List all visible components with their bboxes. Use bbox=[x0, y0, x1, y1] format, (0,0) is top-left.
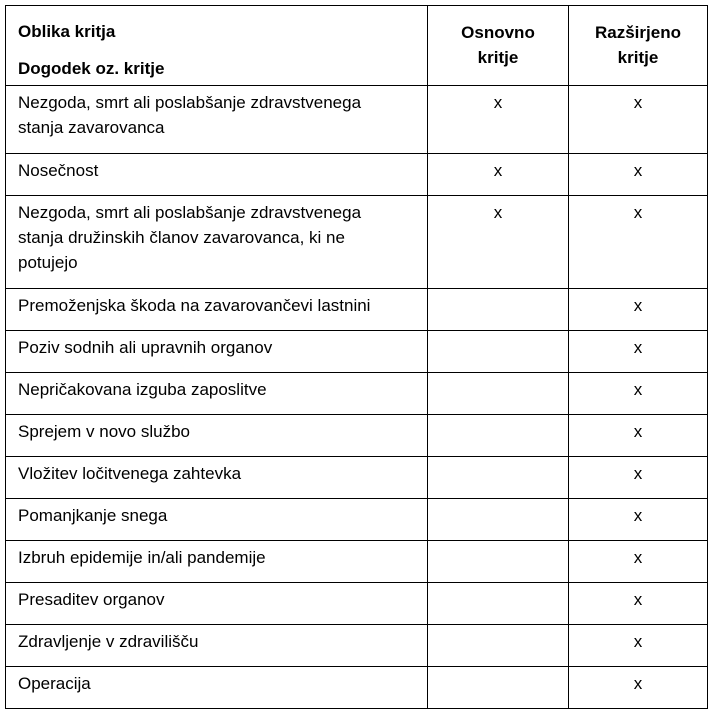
table-body bbox=[6, 86, 708, 709]
event-text-line: Nepričakovana izguba zaposlitve bbox=[18, 380, 267, 399]
event-text-line: Premoženjska škoda na zavarovančevi lastnini bbox=[18, 296, 371, 315]
header-basic-line1: Osnovno bbox=[461, 23, 535, 42]
basic-coverage-mark bbox=[428, 415, 569, 457]
extended-coverage-mark: x bbox=[569, 583, 708, 625]
table-row bbox=[6, 541, 708, 583]
event-cell bbox=[6, 625, 428, 667]
table-row bbox=[6, 583, 708, 625]
event-cell bbox=[6, 457, 428, 499]
event-text-line: Nosečnost bbox=[18, 161, 99, 180]
basic-coverage-mark: x bbox=[428, 196, 569, 289]
table-row bbox=[6, 499, 708, 541]
event-text-line: Pomanjkanje snega bbox=[18, 506, 168, 525]
event-text-line: potujejo bbox=[18, 253, 78, 272]
header-extended-coverage bbox=[569, 6, 708, 86]
header-extended-line1: Razširjeno bbox=[595, 23, 681, 42]
coverage-table bbox=[5, 5, 708, 709]
extended-coverage-mark: x bbox=[569, 457, 708, 499]
basic-coverage-mark: x bbox=[428, 86, 569, 154]
event-text-line: Operacija bbox=[18, 674, 91, 693]
header-row bbox=[6, 6, 708, 86]
table-row bbox=[6, 373, 708, 415]
event-text-line: Nezgoda, smrt ali poslabšanje zdravstvenega bbox=[18, 93, 362, 112]
event-text-line: Zdravljenje v zdravilišču bbox=[18, 632, 199, 651]
event-text-line: Izbruh epidemije in/ali pandemije bbox=[18, 548, 266, 567]
basic-coverage-mark bbox=[428, 373, 569, 415]
event-cell bbox=[6, 86, 428, 154]
header-coverage-form-label: Oblika kritja bbox=[18, 22, 116, 41]
extended-coverage-mark: x bbox=[569, 667, 708, 709]
basic-coverage-mark bbox=[428, 331, 569, 373]
header-basic-coverage bbox=[428, 6, 569, 86]
event-cell bbox=[6, 499, 428, 541]
event-cell bbox=[6, 667, 428, 709]
basic-coverage-mark bbox=[428, 457, 569, 499]
basic-coverage-mark bbox=[428, 583, 569, 625]
basic-coverage-mark bbox=[428, 499, 569, 541]
table-row bbox=[6, 289, 708, 331]
event-text-line: Vložitev ločitvenega zahtevka bbox=[18, 464, 242, 483]
event-cell bbox=[6, 154, 428, 196]
header-basic-line2: kritje bbox=[477, 48, 519, 67]
event-text-line: Presaditev organov bbox=[18, 590, 165, 609]
header-event-type bbox=[6, 6, 428, 86]
extended-coverage-mark: x bbox=[569, 499, 708, 541]
event-cell bbox=[6, 289, 428, 331]
extended-coverage-mark: x bbox=[569, 373, 708, 415]
event-text-line: stanja zavarovanca bbox=[18, 118, 165, 137]
basic-coverage-mark bbox=[428, 289, 569, 331]
basic-coverage-mark bbox=[428, 667, 569, 709]
table-row bbox=[6, 331, 708, 373]
extended-coverage-mark: x bbox=[569, 331, 708, 373]
extended-coverage-mark: x bbox=[569, 289, 708, 331]
extended-coverage-mark: x bbox=[569, 541, 708, 583]
basic-coverage-mark bbox=[428, 625, 569, 667]
table-row bbox=[6, 415, 708, 457]
header-extended-line2: kritje bbox=[617, 48, 659, 67]
event-text-line: Sprejem v novo službo bbox=[18, 422, 190, 441]
table-row bbox=[6, 457, 708, 499]
table-row bbox=[6, 154, 708, 196]
event-cell bbox=[6, 373, 428, 415]
event-text-line: Poziv sodnih ali upravnih organov bbox=[18, 338, 273, 357]
event-cell bbox=[6, 331, 428, 373]
table-row bbox=[6, 86, 708, 154]
event-cell bbox=[6, 415, 428, 457]
extended-coverage-mark: x bbox=[569, 415, 708, 457]
extended-coverage-mark: x bbox=[569, 154, 708, 196]
basic-coverage-mark bbox=[428, 541, 569, 583]
event-text-line: Nezgoda, smrt ali poslabšanje zdravstvenega bbox=[18, 203, 362, 222]
event-cell bbox=[6, 583, 428, 625]
extended-coverage-mark: x bbox=[569, 86, 708, 154]
table-row bbox=[6, 625, 708, 667]
table-row bbox=[6, 196, 708, 289]
extended-coverage-mark: x bbox=[569, 196, 708, 289]
event-text-line: stanja družinskih članov zavarovanca, ki ne bbox=[18, 228, 345, 247]
basic-coverage-mark: x bbox=[428, 154, 569, 196]
event-cell bbox=[6, 196, 428, 289]
coverage-table-container bbox=[5, 5, 708, 709]
extended-coverage-mark: x bbox=[569, 625, 708, 667]
table-row bbox=[6, 667, 708, 709]
header-event-label: Dogodek oz. kritje bbox=[18, 59, 165, 78]
event-cell bbox=[6, 541, 428, 583]
